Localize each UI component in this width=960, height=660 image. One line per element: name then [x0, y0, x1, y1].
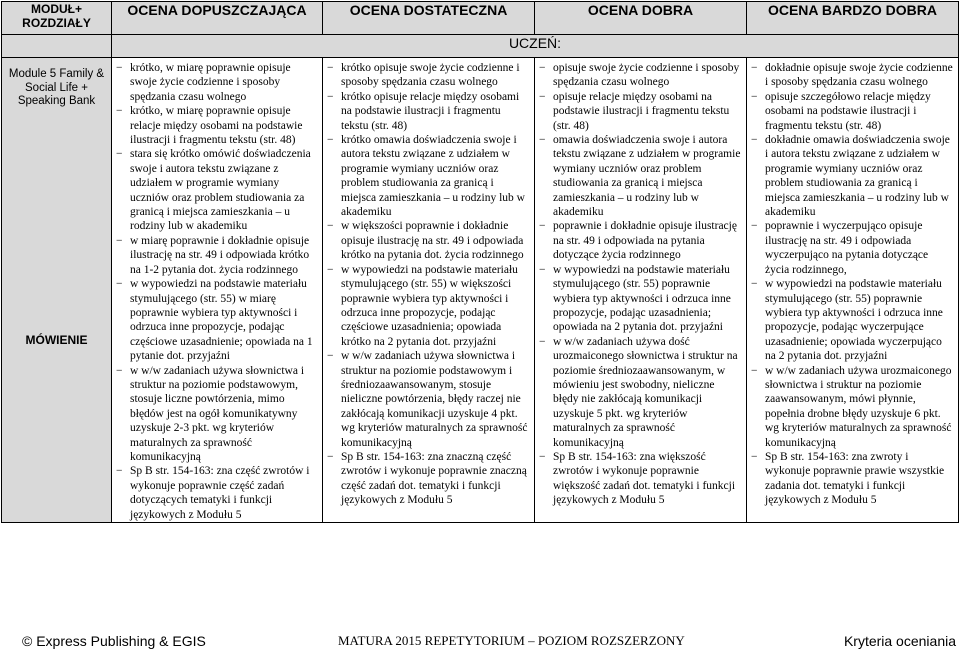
subheader-uczen: UCZEŃ: [112, 35, 959, 58]
criterion-item [116, 61, 318, 104]
criterion-text: krótko opisuje relacje między osobami na podstawie ilustracji i fragmentu tekstu (str. 48) [341, 90, 520, 132]
criterion-item [751, 90, 954, 133]
bullet-dash-icon: − [751, 450, 758, 463]
criterion-item [751, 61, 954, 90]
criterion-text: Sp B str. 154-163: zna większość zwrotów i wykonuje poprawnie większość zadań dot. tematyki i funkcji językowych z Modułu 5 [553, 450, 736, 507]
criterion-item [116, 364, 318, 465]
criterion-item [116, 104, 318, 147]
bullet-dash-icon: − [539, 90, 546, 103]
criterion-item [327, 349, 530, 450]
criterion-item [751, 364, 954, 450]
criterion-item [539, 133, 742, 219]
header-dostateczna: OCENA DOSTATECZNA [323, 2, 535, 35]
module-title: Module 5 Family & Social Life + Speaking Bank [8, 68, 105, 107]
footer-title: MATURA 2015 REPETYTORIUM – POZIOM ROZSZERZONY [338, 633, 685, 648]
criterion-item [116, 147, 318, 233]
criterion-item [751, 277, 954, 363]
criterion-text: krótko omawia doświadczenia swoje i autora tekstu związane z udziałem w programie wymiany uczniów oraz problem studiowania za granicą i miejsca zamieszkania – u rodziny lub w akademiku [341, 134, 525, 219]
bullet-dash-icon: − [751, 220, 758, 233]
criterion-text: w miarę poprawnie i dokładnie opisuje ilustrację na str. 49 i odpowiada krótko na 1-2 pytania dot. życia rodzinnego [130, 234, 310, 276]
bullet-dash-icon: − [539, 62, 546, 74]
bullet-dash-icon: − [327, 62, 334, 74]
bullet-dash-icon: − [116, 278, 123, 291]
criterion-item [751, 450, 954, 508]
bullet-dash-icon: − [539, 335, 546, 348]
footer-label: Kryteria oceniania [843, 633, 956, 649]
bullet-dash-icon: − [327, 90, 334, 103]
criterion-item [539, 61, 742, 90]
criterion-text: stara się krótko omówić doświadczenia swoje i autora tekstu związane z udziałem w programie wymiany uczniów oraz problem studiowania za granicą i miejsca zamieszkania – u rodziny lub w akademiku [130, 148, 311, 233]
criterion-item [116, 234, 318, 277]
criterion-text: w wypowiedzi na podstawie materiału stymulującego (str. 55) w miarę poprawnie wybiera typ aktywności i odrzuca inne propozycje, podając częściowe uzasadnienie; opowiada na 1 pytanie dot. przyjaźni [130, 278, 313, 363]
criterion-text: w większości poprawnie i dokładnie opisuje ilustrację na str. 49 i odpowiada krótko na pytania dot. życia rodzinnego [341, 220, 524, 262]
criterion-text: w w/w zadaniach używa dość urozmaiconego słownictwa i struktur na poziomie średniozaawansowanym, w mówieniu jest swobodny, nieliczne błędy nie zakłócają komunikacji uzyskuje 5 pkt. wg kryteriów maturalnych za sprawność komunikacyjną [553, 335, 738, 449]
criterion-text: w wypowiedzi na podstawie materiału stymulującego (str. 55) poprawnie wybiera typ aktywności i odrzuca inne propozycje, podając uzasadnienia; opowiada na 2 pytania dot. przyjaźni [553, 263, 731, 334]
bullet-dash-icon: − [751, 364, 758, 377]
criterion-text: opisuje relacje między osobami na podstawie ilustracji i fragmentu tekstu (str. 48) [553, 90, 730, 132]
header-dobra: OCENA DOBRA [535, 2, 747, 35]
criterion-text: dokładnie opisuje swoje życie codzienne i sposoby spędzania czasu wolnego [765, 62, 953, 89]
bullet-dash-icon: − [116, 364, 123, 377]
criterion-text: opisuje szczegółowo relacje między osobami na podstawie ilustracji i fragmentu tekstu (str. 48) [765, 90, 931, 132]
criterion-text: poprawnie i wyczerpująco opisuje ilustrację na str. 49 i odpowiada wyczerpująco na pytania dotyczące życia rodzinnego, [765, 220, 929, 276]
criterion-text: Sp B str. 154-163: zna część zwrotów i wykonuje poprawnie część zadań dotyczących tematyki i funkcji językowych z Modułu 5 [130, 465, 310, 521]
criterion-text: w w/w zadaniach używa urozmaiconego słownictwa i struktur na poziomie zaawansowanym, mówi płynnie, popełnia drobne błędy uzyskuje 6 pkt. wg kryteriów maturalnych za sprawność komunikacyjną [765, 364, 952, 449]
header-module: MODUŁ+ ROZDZIAŁY [2, 2, 112, 35]
module-skill: MÓWIENIE [25, 332, 88, 347]
footer-copyright: © Express Publishing & EGIS [22, 633, 206, 649]
criterion-text: krótko, w miarę poprawnie opisuje swoje życie codzienne i sposoby spędzania czasu wolnego [130, 62, 291, 103]
bullet-dash-icon: − [116, 148, 123, 161]
bullet-dash-icon: − [751, 62, 758, 74]
bullet-dash-icon: − [539, 263, 546, 276]
criterion-item [116, 464, 318, 522]
criterion-item [327, 90, 530, 133]
criterion-item [539, 450, 742, 508]
criteria-table [1, 1, 959, 523]
bullet-dash-icon: − [539, 220, 546, 233]
criterion-text: Sp B str. 154-163: zna znaczną część zwrotów i wykonuje poprawnie znaczną część zadań dot. tematyki i funkcji językowych z Modułu 5 [341, 450, 527, 507]
criterion-item [539, 90, 742, 133]
criterion-text: w wypowiedzi na podstawie materiału stymulującego (str. 55) poprawnie wybiera typ aktywności i odrzuca inne propozycje, podając wyczerpujące uzasadnienie; opowiada wyczerpująco na 2 pytania dot. przyjaźni [765, 278, 943, 363]
bullet-dash-icon: − [751, 278, 758, 291]
criterion-item [751, 219, 954, 277]
criterion-item [327, 450, 530, 508]
criterion-text: dokładnie omawia doświadczenia swoje i autora tekstu związane z udziałem w programie wymiany uczniów oraz problem studiowania za granicą i miejsca zamieszkania – u rodziny lub w akademiku [765, 134, 950, 219]
criterion-text: w wypowiedzi na podstawie materiału stymulującego (str. 55) w większości poprawnie wybiera typ aktywności i odrzuca inne propozycje, podając częściowe uzasadnienia; opowiada krótko na 2 pytania dot. przyjaźni [341, 263, 518, 348]
header-dopuszczajaca: OCENA DOPUSZCZAJĄCA [112, 2, 323, 35]
criterion-item [539, 263, 742, 335]
header-row [2, 2, 959, 35]
bullet-dash-icon: − [327, 263, 334, 276]
content-row [2, 58, 959, 523]
criterion-text: krótko opisuje swoje życie codzienne i sposoby spędzania czasu wolnego [341, 62, 520, 89]
criterion-item [327, 61, 530, 90]
criterion-item [327, 133, 530, 219]
criterion-item [539, 335, 742, 450]
criterion-item [539, 219, 742, 262]
bullet-dash-icon: − [539, 450, 546, 463]
bullet-dash-icon: − [116, 62, 123, 74]
criteria-cell-dostateczna [323, 58, 535, 523]
criteria-cell-dobra [535, 58, 747, 523]
criterion-text: w w/w zadaniach używa słownictwa i struktur na poziomie podstawowym i średniozaawansowanym, stosuje nieliczne powtórzenia, błędy raczej nie zakłócają komunikacji uzyskuje 4 pkt. wg kryteriów maturalnych za sprawność komunikacyjną [341, 350, 528, 449]
bullet-dash-icon: − [327, 450, 334, 463]
criterion-text: w w/w zadaniach używa słownictwa i struktur na poziomie podstawowym, stosuje liczne powtórzenia, mimo błędów jest na ogół komunikatywny uzyskuje 2-3 pkt. wg kryteriów maturalnych za sprawność komunikacyjną [130, 364, 305, 463]
criterion-text: opisuje swoje życie codzienne i sposoby spędzania czasu wolnego [553, 62, 740, 89]
criterion-item [327, 219, 530, 262]
criterion-text: poprawnie i dokładnie opisuje ilustrację na str. 49 i odpowiada na pytania dotyczące życia rodzinnego [553, 220, 737, 262]
criterion-item [327, 263, 530, 349]
criterion-text: omawia doświadczenia swoje i autora tekstu związane z udziałem w programie wymiany uczniów oraz problem studiowania za granicą i miejsca zamieszkania – u rodziny lub w akademiku [553, 134, 741, 219]
criterion-text: krótko, w miarę poprawnie opisuje relacje między osobami na podstawie ilustracji i fragmentu tekstu (str. 48) [130, 105, 303, 147]
criterion-text: Sp B str. 154-163: zna zwroty i wykonuje poprawnie prawie wszystkie zadania dot. tematyki i funkcji językowych z Modułu 5 [765, 450, 945, 507]
bullet-dash-icon: − [751, 90, 758, 103]
bullet-dash-icon: − [116, 465, 123, 478]
bullet-dash-icon: − [116, 105, 123, 118]
bullet-dash-icon: − [327, 220, 334, 233]
criteria-cell-bardzo-dobra [747, 58, 959, 523]
header-bardzo-dobra: OCENA BARDZO DOBRA [747, 2, 959, 35]
criterion-item [116, 277, 318, 363]
bullet-dash-icon: − [116, 234, 123, 247]
criterion-item [751, 133, 954, 219]
subheader-row [2, 35, 959, 58]
bullet-dash-icon: − [327, 350, 334, 363]
criteria-cell-dopuszczajaca [112, 58, 323, 523]
bullet-dash-icon: − [327, 134, 334, 147]
bullet-dash-icon: − [539, 134, 546, 147]
bullet-dash-icon: − [751, 134, 758, 147]
module-cell [2, 58, 112, 523]
